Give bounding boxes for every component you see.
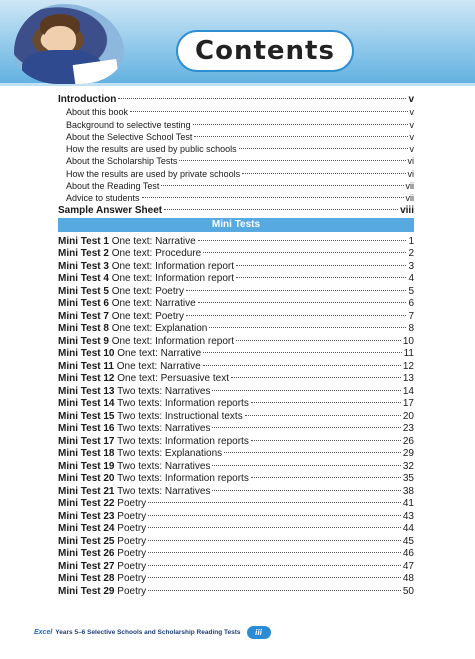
toc-entry[interactable] [58,192,414,204]
dot-leader [186,315,406,316]
mini-test-description: Two texts: Instructional texts [117,410,243,422]
dot-leader [203,365,401,366]
mini-test-entry[interactable] [58,236,414,249]
entry-page-number: 44 [402,523,414,535]
entry-page-number: 47 [402,560,414,572]
entry-label [58,536,146,549]
mini-test-entry[interactable] [58,523,414,536]
mini-test-name: Mini Test 22 [58,498,115,510]
dot-leader [236,265,406,266]
toc-entry[interactable] [58,180,414,192]
mini-test-entry[interactable] [58,411,414,424]
dot-leader [193,124,408,125]
entry-label [58,373,229,386]
mini-test-name: Mini Test 28 [58,573,115,585]
dot-leader [148,565,401,566]
entry-page-number: vii [405,181,414,192]
entry-label [58,236,196,249]
entry-page-number: 35 [402,473,414,485]
entry-title: About the Scholarship Tests [66,156,178,167]
entry-label [58,561,146,574]
entry-page-number: 32 [402,460,414,472]
mini-test-entry[interactable] [58,261,414,274]
entry-page-number: 29 [402,448,414,460]
mini-test-entry[interactable] [58,536,414,549]
mini-test-entry[interactable] [58,248,414,261]
entry-title: Sample Answer Sheet [58,204,163,216]
entry-page-number: 11 [403,348,414,360]
mini-test-entry[interactable] [58,436,414,449]
mini-test-description: Two texts: Information reports [117,473,249,485]
entry-page-number: 14 [402,385,414,397]
entry-label [58,448,222,461]
entry-page-number: 5 [408,285,414,297]
entry-page-number: 12 [402,360,414,372]
entry-page-number: v [409,119,414,130]
dot-leader [251,477,401,478]
page-title: Contents [195,36,335,66]
dot-leader [161,185,403,186]
mini-test-description: One text: Narrative [117,348,202,360]
mini-test-name: Mini Test 14 [58,398,115,410]
mini-test-name: Mini Test 17 [58,435,115,447]
entry-page-number: viii [400,204,414,216]
entry-label [66,106,128,118]
entry-page-number: 48 [402,573,414,585]
mini-test-entry[interactable] [58,498,414,511]
mini-test-description: One text: Procedure [111,248,202,260]
entry-label [58,423,210,436]
mini-test-entry[interactable] [58,361,414,374]
entry-label [58,336,234,349]
entry-label [58,461,210,474]
mini-test-name: Mini Test 4 [58,273,109,285]
front-matter-list [58,94,414,217]
entry-label [66,155,177,167]
entry-page-number: 1 [408,235,414,247]
entry-title: Advice to students [66,193,140,204]
dot-leader [164,209,398,210]
mini-test-entry[interactable] [58,473,414,486]
mini-test-description: One text: Poetry [111,310,184,322]
entry-page-number: 2 [408,248,414,260]
mini-test-entry[interactable] [58,423,414,436]
entry-page-number: vii [405,193,414,204]
mini-test-description: Poetry [117,498,147,510]
entry-label [58,205,162,217]
mini-tests-band: Mini Tests [58,218,414,232]
mini-test-name: Mini Test 16 [58,423,115,435]
entry-page-number: vi [407,156,414,167]
entry-page-number: vi [407,168,414,179]
mini-test-name: Mini Test 25 [58,535,115,547]
toc-entry[interactable] [58,205,414,217]
mini-test-name: Mini Test 9 [58,335,109,347]
mini-test-entry[interactable] [58,486,414,499]
entry-label [58,261,234,274]
entry-label [58,523,146,536]
dot-leader [148,552,401,553]
mini-test-entry[interactable] [58,448,414,461]
dot-leader [194,136,407,137]
mini-test-description: Poetry [117,535,147,547]
entry-page-number: 50 [402,585,414,597]
footer-brand: Excel [34,629,53,636]
mini-test-name: Mini Test 20 [58,473,115,485]
entry-label [58,398,249,411]
entry-label [58,273,234,286]
dot-leader [236,340,401,341]
dot-leader [186,290,406,291]
mini-test-entry[interactable] [58,336,414,349]
dot-leader [118,98,406,99]
entry-page-number: v [409,144,414,155]
entry-page-number: 46 [402,548,414,560]
entry-title: About the Selective School Test [66,131,193,142]
mini-test-entry[interactable] [58,286,414,299]
entry-title: How the results are used by private schools [66,168,241,179]
dot-leader [251,402,401,403]
mini-test-description: One text: Explanation [111,323,208,335]
mini-test-name: Mini Test 8 [58,323,109,335]
entry-title: Background to selective testing [66,119,191,130]
mini-test-description: Two texts: Information reports [117,398,249,410]
entry-label [58,311,184,324]
dot-leader [148,577,401,578]
toc-entry[interactable] [58,168,414,180]
entry-label [58,498,146,511]
mini-test-description: One text: Poetry [111,285,184,297]
footer-page-number: iii [247,626,271,639]
entry-label [58,486,210,499]
entry-page-number: 8 [408,323,414,335]
dot-leader [148,540,401,541]
mini-test-description: One text: Narrative [116,360,201,372]
dot-leader [148,527,401,528]
mini-test-name: Mini Test 23 [58,510,115,522]
mini-test-name: Mini Test 27 [58,560,115,572]
toc-entry[interactable] [58,106,414,118]
entry-label [66,143,237,155]
entry-label [58,473,249,486]
mini-test-description: One text: Information report [111,260,234,272]
mini-test-name: Mini Test 6 [58,298,109,310]
dot-leader [242,173,405,174]
mini-test-entry[interactable] [58,461,414,474]
mini-test-entry[interactable] [58,548,414,561]
entry-label [58,248,201,261]
footer-title: Years 5–6 Selective Schools and Scholarship Reading Tests [55,629,241,636]
dot-leader [198,240,407,241]
entry-label [58,348,201,361]
dot-leader [203,252,406,253]
dot-leader [209,327,406,328]
dot-leader [224,452,401,453]
entry-page-number: 41 [402,498,414,510]
page-footer [34,626,271,639]
dot-leader [148,590,401,591]
mini-test-name: Mini Test 5 [58,285,109,297]
table-of-contents [58,94,414,598]
entry-label [58,94,116,106]
toc-entry[interactable] [58,131,414,143]
mini-test-description: Poetry [117,560,147,572]
entry-label [66,180,159,192]
mini-test-description: Two texts: Narratives [117,485,211,497]
entry-label [58,323,207,336]
entry-page-number: v [409,107,414,118]
dot-leader [148,515,401,516]
toc-entry[interactable] [58,155,414,167]
mini-test-description: Two texts: Narratives [117,460,211,472]
dot-leader [142,197,404,198]
dot-leader [212,390,400,391]
dot-leader [236,277,406,278]
entry-label [58,361,201,374]
dot-leader [231,377,401,378]
entry-label [66,131,192,143]
mini-test-name: Mini Test 12 [58,373,115,385]
mini-test-entry[interactable] [58,373,414,386]
entry-title: About this book [66,107,129,118]
entry-label [58,411,243,424]
mini-test-name: Mini Test 13 [58,385,115,397]
entry-label [66,119,191,131]
entry-page-number: 38 [402,485,414,497]
mini-test-name: Mini Test 18 [58,448,115,460]
entry-page-number: 6 [408,298,414,310]
mini-test-entry[interactable] [58,323,414,336]
entry-page-number: v [409,131,414,142]
mini-test-description: Two texts: Information reports [117,435,249,447]
dot-leader [212,465,400,466]
entry-label [58,511,146,524]
mini-test-description: One text: Persuasive text [117,373,229,385]
mini-test-entry[interactable] [58,298,414,311]
mini-test-description: Two texts: Narratives [117,385,211,397]
entry-label [58,298,196,311]
mini-test-description: Poetry [117,510,147,522]
mini-test-description: Poetry [117,548,147,560]
entry-page-number: 3 [408,260,414,272]
mini-test-description: One text: Information report [111,273,234,285]
mini-test-entry[interactable] [58,386,414,399]
entry-title: Introduction [58,94,117,105]
mini-test-name: Mini Test 24 [58,523,115,535]
dot-leader [212,490,400,491]
mini-test-entry[interactable] [58,398,414,411]
mini-test-name: Mini Test 3 [58,260,109,272]
dot-leader [179,160,405,161]
mini-test-description: Two texts: Narratives [117,423,211,435]
dot-leader [198,302,407,303]
entry-title: About the Reading Test [66,181,160,192]
entry-page-number: 43 [402,510,414,522]
entry-page-number: 10 [402,335,414,347]
mini-test-name: Mini Test 26 [58,548,115,560]
mini-test-description: Poetry [117,523,147,535]
entry-page-number: 7 [408,310,414,322]
mini-test-description: One text: Information report [111,335,234,347]
mini-test-name: Mini Test 21 [58,485,115,497]
mini-test-entry[interactable] [58,573,414,586]
entry-page-number: 23 [402,423,414,435]
entry-page-number: 45 [402,535,414,547]
toc-entry[interactable] [58,143,414,155]
mini-tests-list [58,236,414,599]
mini-test-name: Mini Test 19 [58,460,115,472]
entry-page-number: 13 [402,373,414,385]
mini-test-entry[interactable] [58,586,414,599]
mini-test-entry[interactable] [58,511,414,524]
mini-test-name: Mini Test 11 [58,360,114,372]
page-title-pill [176,30,354,72]
mini-test-name: Mini Test 10 [58,348,115,360]
entry-label [58,548,146,561]
entry-page-number: 26 [402,435,414,447]
dot-leader [130,111,407,112]
entry-label [58,586,146,599]
entry-title: How the results are used by public schools [66,144,237,155]
entry-page-number: 4 [408,273,414,285]
mini-test-name: Mini Test 29 [58,585,115,597]
mini-test-entry[interactable] [58,273,414,286]
dot-leader [148,502,401,503]
entry-label [58,436,249,449]
mini-test-entry[interactable] [58,348,414,361]
mini-test-description: One text: Narrative [111,235,196,247]
entry-label [58,286,184,299]
entry-page-number: 17 [402,398,414,410]
mini-test-name: Mini Test 1 [58,235,109,247]
dot-leader [203,352,401,353]
entry-page-number: 20 [402,410,414,422]
mini-test-name: Mini Test 15 [58,410,115,422]
entry-label [66,168,240,180]
entry-label [58,386,210,399]
mini-test-description: Poetry [117,585,147,597]
dot-leader [239,148,408,149]
toc-entry[interactable] [58,94,414,106]
dot-leader [212,427,400,428]
mini-test-description: Two texts: Explanations [117,448,223,460]
dot-leader [251,440,401,441]
entry-label [58,573,146,586]
entry-label [66,192,140,204]
toc-entry[interactable] [58,119,414,131]
mini-test-description: Poetry [117,573,147,585]
mini-test-name: Mini Test 7 [58,310,109,322]
mini-test-entry[interactable] [58,561,414,574]
mini-test-name: Mini Test 2 [58,248,109,260]
entry-page-number: v [408,94,414,105]
dot-leader [245,415,401,416]
mini-test-entry[interactable] [58,311,414,324]
mini-test-description: One text: Narrative [111,298,196,310]
